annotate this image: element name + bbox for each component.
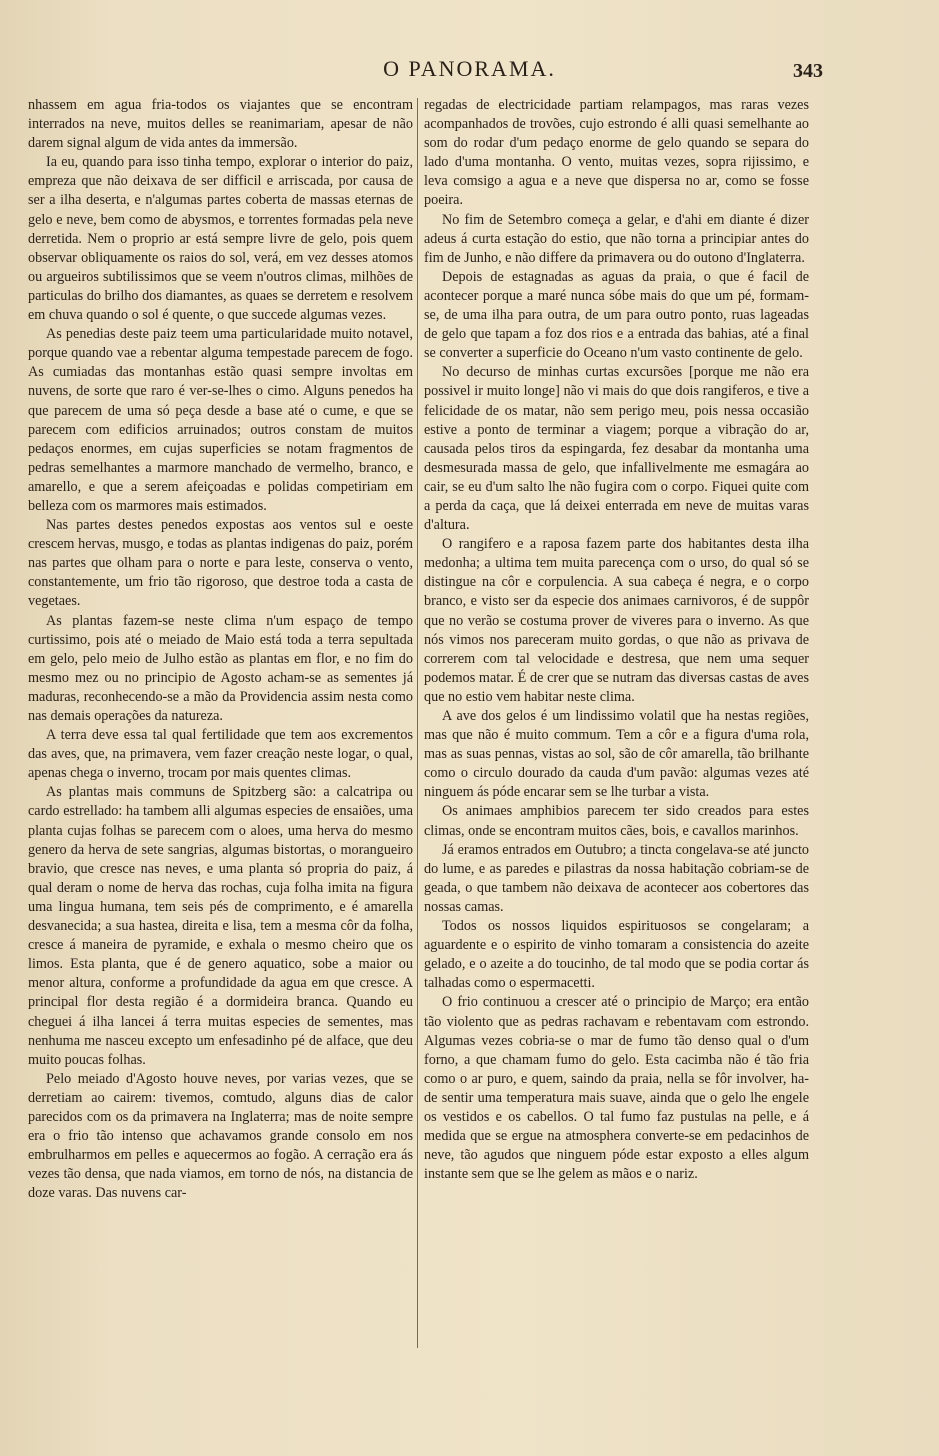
column-divider	[417, 98, 418, 1348]
paragraph: As plantas fazem-se neste clima n'um espaço de tempo curtissimo, pois até o meiado de Maio está toda a terra sepultada em gelo, pelo meio de Julho estão as plantas em flor, e no fim do mesmo mez ou no principio de Agosto acham-se as sementes já maduras, reconhecendo-se a mão da Providencia assim nesta como nas demais operações da natureza.	[28, 612, 413, 724]
paragraph: A terra deve essa tal qual fertilidade que tem aos excrementos das aves, que, na primavera, vem fazer creação neste logar, o qual, apenas chega o inverno, trocam por mais quentes climas.	[28, 727, 413, 782]
paragraph: Ia eu, quando para isso tinha tempo, explorar o interior do paiz, empreza que não deixava de ser difficil e arriscada, por causa de ser a ilha deserta, e n'algumas partes coberta de massas eternas de gelo e neve, bem como de abysmos, e torrentes formadas pela neve derretida. Nem o proprio ar está sempre livre de gelo, pois quem observar obliquamente os raios do sol, verá, em vez desses atomos ou argueiros subtilissimos que se veem n'outros climas, milhões de particulas do brilho dos diamantes, as quaes se derretem e resolvem em chuva quando o sol é quente, o que succede algumas vezes.	[28, 154, 413, 324]
paragraph: O frio continuou a crescer até o principio de Março; era então tão violento que as pedras rachavam e rebentavam com estrondo. Algumas vezes cobria-se o mar de fumo tão denso qual o d'um forno, a que chamam fumo do gelo. Esta cacimba não é tão fria como o ar puro, e quem, saindo da praia, nella se fôr involver, ha-de sentir uma temperatura mais suave, ainda que o gelo lhe engele os vestidos e os cabellos. O tal fumo faz pustulas na pelle, e á medida que se ergue na atmosphera converte-se em pedacinhos de neve, tão agudos que ninguem póde estar exposto a elles algum instante sem que se lhe gelem as mãos e o nariz.	[424, 994, 809, 1183]
paragraph: No decurso de minhas curtas excursões [porque me não era possivel ir muito longe] não vi mais do que dois rangiferos, e tive a felicidade de os matar, não sem perigo meu, pois nessa occasião estive a ponto de terminar a viagem; porque a vibração do ar, causada pelos tiros da espingarda, fez desabar da montanha uma desmesurada massa de gelo, que infallivelmente me esmagára ao cair, se eu d'um salto lhe não fugira com o corpo. Fiquei quite com a perda da caça, que lá deixei enterrada em neve de muitas varas d'altura.	[424, 364, 809, 534]
paragraph: Nas partes destes penedos expostas aos ventos sul e oeste crescem hervas, musgo, e todas as plantas indigenas do paiz, porém nas partes que olham para o norte e para leste, conserva o vento, constantemente, um frio tão rigoroso, que destroe toda a casta de vegetaes.	[28, 517, 413, 610]
paragraph: regadas de electricidade partiam relampagos, mas raras vezes acompanhados de trovões, cujo estrondo é alli quasi semelhante ao som do rodar d'um pedaço enorme de gelo quando se separa do lado d'uma montanha. O vento, muitas vezes, sopra rijissimo, e leva comsigo a agua e a neve que dispersa no ar, como se fosse poeira.	[424, 97, 809, 209]
paragraph: No fim de Setembro começa a gelar, e d'ahi em diante é dizer adeus á curta estação do estio, que não torna a principiar antes do fim de Junho, e não differe da primavera ou do outono d'Inglaterra.	[424, 211, 809, 266]
page-number: 343	[793, 60, 823, 82]
paragraph: Já eramos entrados em Outubro; a tincta congelava-se até juncto do lume, e as paredes e pilastras da nossa habitação cobriam-se de geada, o que tambem não deixava de acontecer aos cobertores das nossas camas.	[424, 841, 809, 915]
paragraph: A ave dos gelos é um lindissimo volatil que ha nestas regiões, mas que não é muito commum. Tem a côr e a figura d'uma rola, mas as suas pennas, vistas ao sol, são de côr amarella, tão brilhante como o circulo dourado da cauda d'um pavão: algumas vezes até ninguem ás póde encarar sem se lhe turbar a vista.	[424, 708, 809, 801]
paragraph: O rangifero e a raposa fazem parte dos habitantes desta ilha medonha; a ultima tem muita parecença com o urso, do qual só se distingue na côr e corpulencia. A sua cabeça é negra, e o corpo branco, e visto ser da especie dos animaes carnivoros, é de suppôr que no verão se costuma prover de viveres para o inverno. As que nós vimos nos pareceram muito gordas, o que não as privava de correrem com tal velocidade e destresa, que nem uma sequer podemos matar. É de crer que se nutram das diversas castas de aves que no estio vem habitar neste clima.	[424, 536, 809, 705]
paragraph: Depois de estagnadas as aguas da praia, o que é facil de acontecer porque a maré nunca sóbe mais do que um pé, formam-se, de uma ilha para outra, de um para outro ponto, ruas lageadas de gelo que tapam a foz dos rios e a entrada das bahias, até a final se converter a superficie do Oceano n'um vasto continente de gelo.	[424, 268, 809, 362]
paragraph: As penedias deste paiz teem uma particularidade muito notavel, porque quando vae a rebentar alguma tempestade parecem de fogo. As cumiadas das montanhas estão quasi sempre involtas em nuvens, de sorte que raro é ver-se-lhes o cimo. Alguns penedos ha que parecem de uma só peça desde a base até o cume, e que se parecem com edificios arruinados; outros constam de muitos pedaços enormes, em cujas superficies se notam fragmentos de pedras semelhantes a marmore manchado de vermelho, branco, e amarello, e que a serem afeiçoadas e polidas competiriam em belleza com os marmores mais estimados.	[28, 326, 413, 514]
running-title: O PANORAMA.	[383, 56, 556, 81]
page-header	[0, 56, 939, 90]
right-column	[424, 96, 809, 1350]
paragraph: Todos os nossos liquidos espirituosos se congelaram; a aguardente e o espirito de vinho tomaram a consistencia do azeite gelado, e o azeite a do toucinho, de tal modo que se podia cortar ás talhadas como o espermacetti.	[424, 918, 809, 992]
left-column	[28, 96, 413, 1350]
paragraph: Pelo meiado d'Agosto houve neves, por varias vezes, que se derretiam ao cairem: tivemos, comtudo, alguns dias de calor parecidos com os da primavera na Inglaterra; mas de noite sempre era o frio tão intenso que achavamos grande consolo em nos embrulharmos em pelles e aquecermos ao fogão. A cerração era ás vezes tão densa, que nada viamos, em torno de nós, na distancia de doze varas. Das nuvens car-	[28, 1070, 413, 1202]
paragraph: nhassem em agua fria-todos os viajantes que se encontram interrados na neve, muitos delles se reanimariam, apesar de não darem signal algum de vida antes da immersão.	[28, 97, 413, 152]
paragraph: Os animaes amphibios parecem ter sido creados para estes climas, onde se encontram muitos cães, bois, e cavallos marinhos.	[424, 803, 809, 839]
paragraph: As plantas mais communs de Spitzberg são: a calcatripa ou cardo estrellado: ha tambem alli algumas especies de ensaiões, uma planta cujas folhas se parecem com o aloes, uma herva do mesmo genero da herva de sete sangrias, algumas bistortas, o morangueiro bravio, que cresce nas neves, e uma planta só propria do paiz, á qual deram o nome de herva das rochas, cuja folha imita na figura uma lingua humana, tem seis pés de comprimento, e é amarella desvanecida; a sua hastea, direita e lisa, tem a mesma côr da folha, cresce á maneira de pyramide, e exhala o mesmo cheiro que os limos. Esta planta, que é de genero aquatico, sobe a maior ou menor altura, conforme a profundidade da agua em que cresce. A principal flor desta região é a dormideira branca. Quando eu cheguei á ilha lancei á terra muitas especies de sementes, mas nenhuma me nasceu excepto um enfesadinho pé de alface, que deu muito poucas folhas.	[28, 784, 413, 1068]
